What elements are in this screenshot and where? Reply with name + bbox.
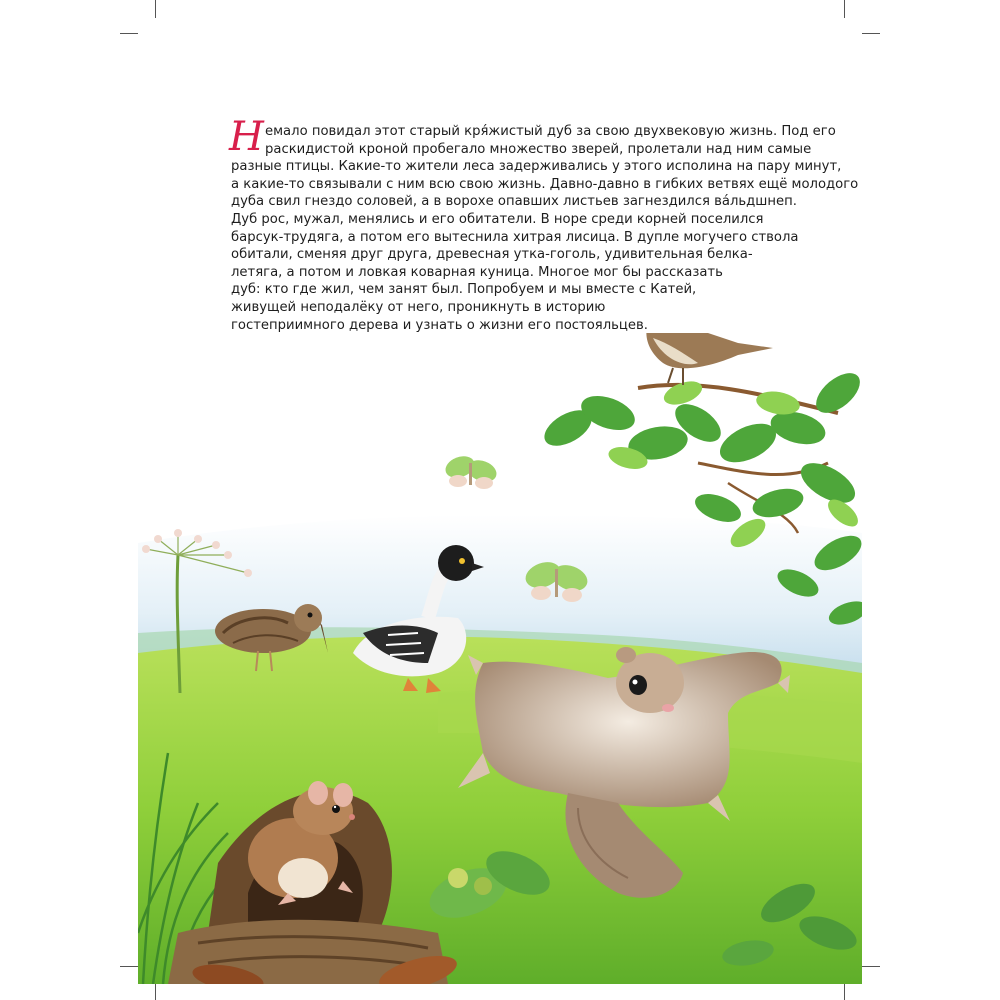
text-line-8: обитали, сменяя друг друга, древесная утка-гоголь, удивительная белка- [231, 247, 753, 263]
story-paragraph [229, 114, 859, 334]
text-line-3: разные птицы. Какие-то жители леса задерживались у этого исполина на пару минут, [231, 159, 842, 175]
crop-mark-top-left [155, 0, 156, 18]
text-line-6: Дуб рос, мужал, менялись и его обитатели. В норе среди корней поселился [231, 211, 764, 227]
crop-mark-bottom-left [155, 982, 156, 1000]
text-line-7: барсук-трудяга, а потом его вытеснила хитрая лисица. В дупле могучего ствола [231, 229, 799, 245]
drop-cap: Н [229, 114, 264, 160]
illustration-canvas [138, 333, 862, 984]
text-line-11: живущей неподалёку от него, проникнуть в историю [231, 299, 606, 315]
forest-illustration [138, 333, 862, 984]
text-line-12: гостеприимного дерева и узнать о жизни его постояльцев. [231, 317, 648, 333]
text-line-10: дуб: кто где жил, чем занят был. Попробуем и мы вместе с Катей, [231, 282, 697, 298]
crop-mark-right-top [862, 33, 880, 34]
crop-mark-left-top [120, 33, 138, 34]
crop-mark-bottom-right [844, 982, 845, 1000]
text-line-4: а какие-то связывали с ним всю свою жизнь. Давно-давно в гибких ветвях ещё молодого [231, 176, 859, 192]
text-line-9: летяга, а потом и ловкая коварная куница. Многое мог бы рассказать [231, 264, 723, 280]
crop-mark-right-bottom [862, 966, 880, 967]
text-line-5: дуба свил гнездо соловей, а в ворохе опавших листьев загнездился ва́льдшнеп. [231, 194, 797, 210]
crop-mark-top-right [844, 0, 845, 18]
text-line-1: емало повидал этот старый кря́жистый дуб за свою двухвековую жизнь. Под его [265, 124, 836, 139]
text-line-2: раскидистой кроной пробегало множество зверей, пролетали над ним самые [265, 141, 812, 157]
crop-mark-left-bottom [120, 966, 138, 967]
